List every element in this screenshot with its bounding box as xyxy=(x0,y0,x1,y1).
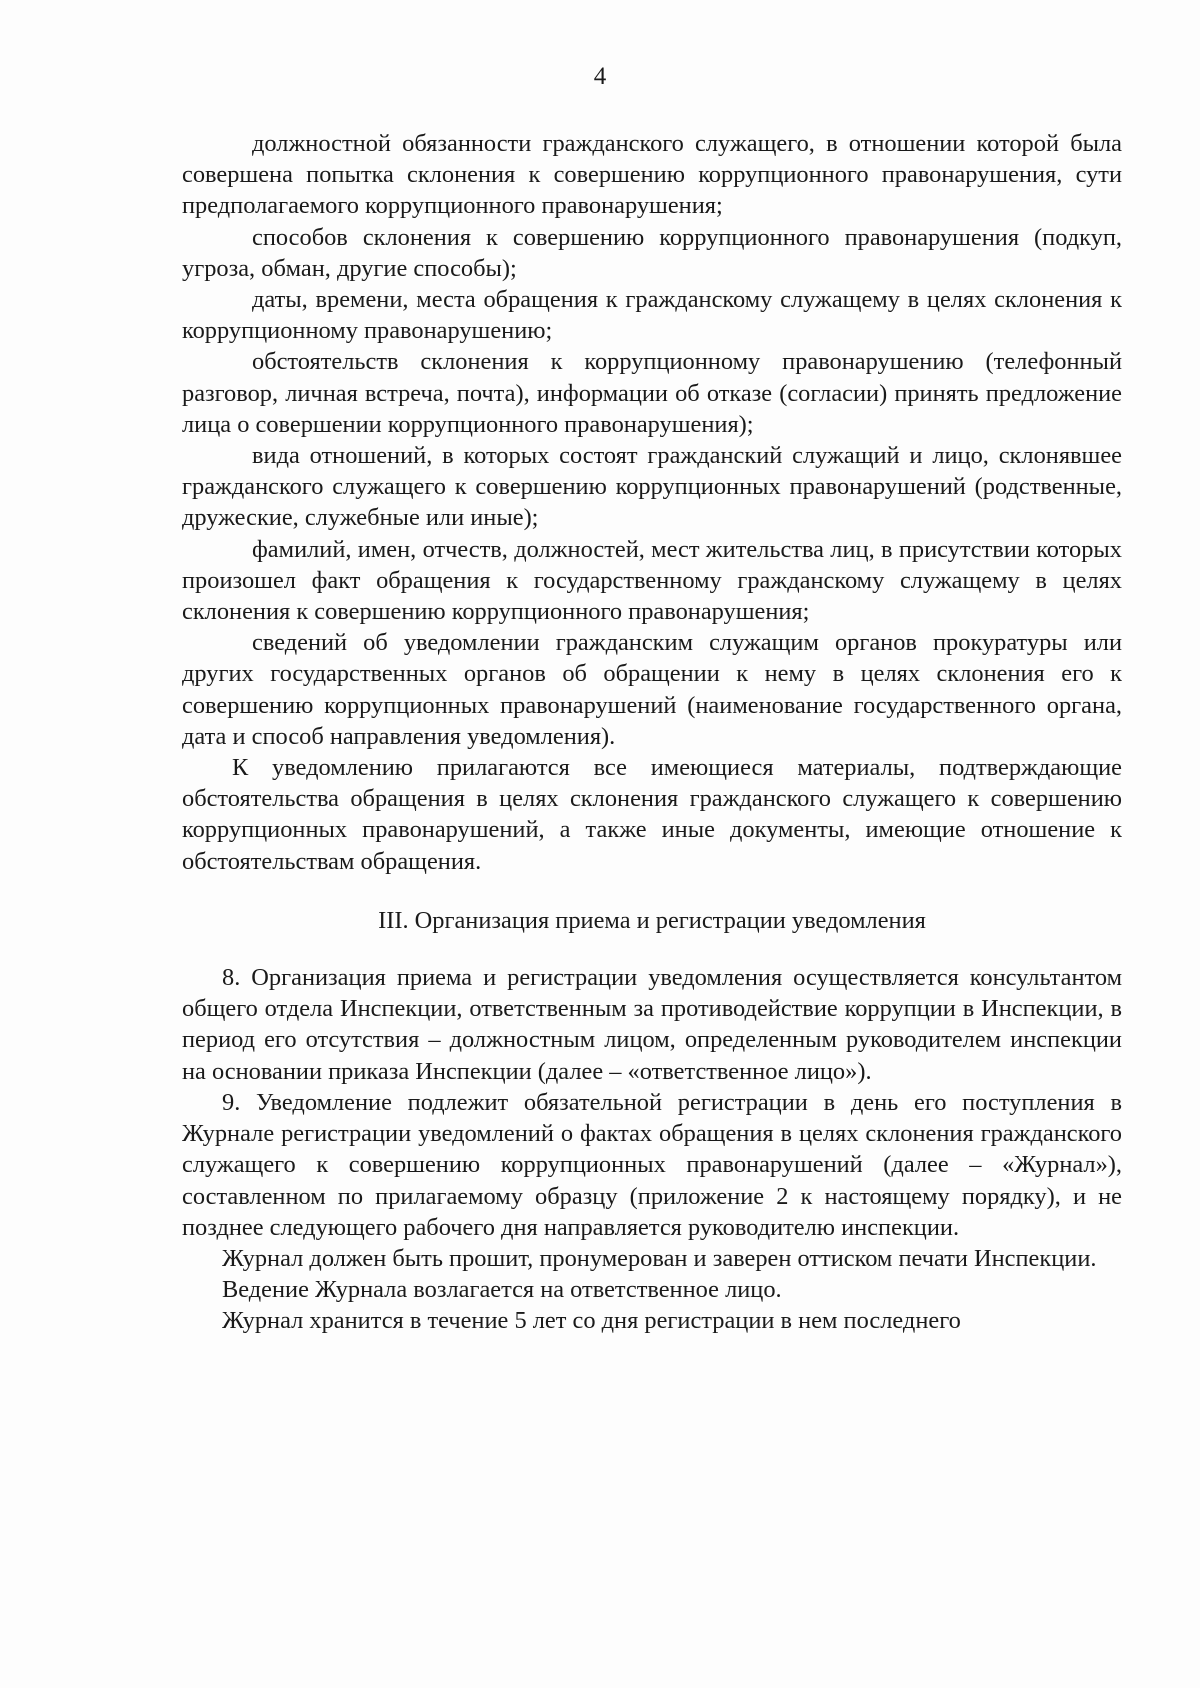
paragraph-methods: способов склонения к совершению коррупционного правонарушения (подкуп, угроза, обман, другие способы); xyxy=(182,223,1122,282)
paragraph-attachments: К уведомлению прилагаются все имеющиеся материалы, подтверждающие обстоятельства обращения в целях склонения гражданского служащего к совершению коррупционных правонарушений, а также иные документы, имеющие отношение к обстоятельствам обращения. xyxy=(182,754,1122,875)
paragraph-circumstances: обстоятельств склонения к коррупционному правонарушению (телефонный разговор, личная встреча, почта), информации об отказе (согласии) принять предложение лица о совершении коррупционного правонарушения); xyxy=(182,348,1122,438)
paragraph-journal-stitched: Журнал должен быть прошит, пронумерован и заверен оттиском печати Инспекции. xyxy=(222,1244,1097,1272)
paragraph-journal-keeping: Ведение Журнала возлагается на ответственное лицо. xyxy=(222,1276,782,1304)
paragraph-item-9: 9. Уведомление подлежит обязательной регистрации в день его поступления в Журнале регистрации уведомлений о фактах обращения в целях склонения гражданского служащего к совершению коррупционных правонарушений (далее – «Журнал»), составленном по прилагаемому образцу (приложение 2 к настоящему порядку), и не позднее следующего рабочего дня направляется руководителю инспекции. xyxy=(182,1088,1122,1241)
paragraph-witnesses: фамилий, имен, отчеств, должностей, мест жительства лиц, в присутствии которых произошел факт обращения к государственному гражданскому служащему в целях склонения к совершению коррупционного правонарушения; xyxy=(182,535,1122,626)
paragraph-notification-info: сведений об уведомлении гражданским служащим органов прокуратуры или других государственных органов об обращении к нему в целях склонения его к совершению коррупционных правонарушений (наименование государственного органа, дата и способ направления уведомления). xyxy=(182,629,1122,750)
section-heading: III. Организация приема и регистрации уведомления xyxy=(378,906,926,934)
paragraph-item-8: 8. Организация приема и регистрации уведомления осуществляется консультантом общего отдела Инспекции, ответственным за противодействие коррупции в Инспекции, в период его отсутствия – должностным лицом, определенным руководителем инспекции на основании приказа Инспекции (далее – «ответственное лицо»). xyxy=(182,964,1122,1085)
paragraph-duty: должностной обязанности гражданского служащего, в отношении которой была совершена попытка склонения к совершению коррупционного правонарушения, сути предполагаемого коррупционного правонарушения; xyxy=(182,130,1122,220)
paragraph-relations: вида отношений, в которых состоят гражданский служащий и лицо, склонявшее гражданского служащего к совершению коррупционных правонарушений (родственные, дружеские, служебные или иные); xyxy=(182,442,1122,532)
document-body xyxy=(182,128,1122,1337)
paragraph-journal-storage: Журнал хранится в течение 5 лет со дня регистрации в нем последнего xyxy=(222,1307,961,1335)
page-number: 4 xyxy=(593,63,607,90)
paragraph-date-time-place: даты, времени, места обращения к гражданскому служащему в целях склонения к коррупционному правонарушению; xyxy=(182,286,1122,345)
